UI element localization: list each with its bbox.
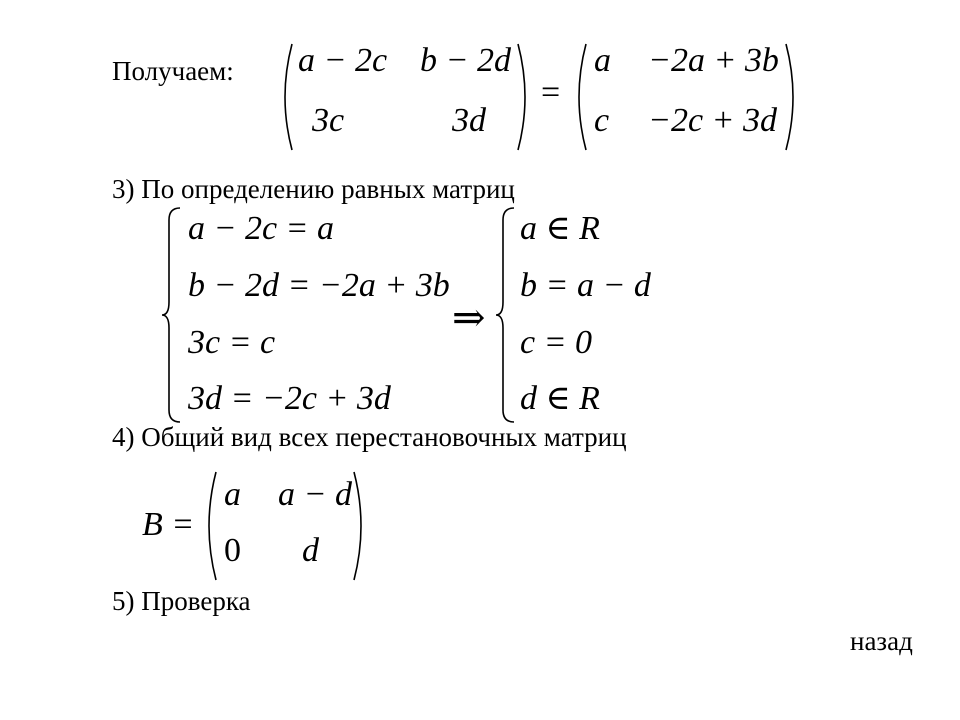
right-matrix-close-paren [782,42,802,152]
left-matrix-close-paren [514,42,534,152]
left-matrix-cell: 3d [452,102,486,139]
right-system-brace [494,206,518,424]
result-matrix-cell: d [302,532,319,569]
left-matrix-open-paren [276,42,296,152]
equals-sign: = [541,74,561,111]
left-system-brace [160,206,184,424]
result-matrix-open-paren [200,470,220,582]
right-matrix-cell: c [594,102,610,139]
right-matrix-cell: a [594,42,611,79]
step-4-heading: 4) Общий вид всех перестановочных матриц [112,422,627,452]
system-solution: c = 0 [520,324,593,361]
result-matrix-cell: 0 [224,532,241,569]
left-matrix-cell: 3c [312,102,345,139]
result-lhs: B = [142,506,195,543]
system-solution: d ∈ R [520,380,600,417]
left-matrix-cell: a − 2c [298,42,388,79]
system-equation: a − 2c = a [188,210,334,247]
result-matrix-cell: a − d [278,476,352,513]
system-solution: a ∈ R [520,210,600,247]
right-matrix-cell: −2a + 3b [648,42,779,79]
system-equation: 3d = −2c + 3d [188,380,391,417]
step-3-heading: 3) По определению равных матриц [112,174,515,204]
system-equation: b − 2d = −2a + 3b [188,267,450,304]
step-5-heading: 5) Проверка [112,586,251,616]
intro-label: Получаем: [112,56,234,86]
system-equation: 3c = c [188,324,276,361]
back-link[interactable]: назад [850,626,913,656]
left-matrix-cell: b − 2d [420,42,511,79]
right-matrix-open-paren [570,42,590,152]
result-matrix-cell: a [224,476,241,513]
result-matrix-close-paren [350,470,370,582]
system-solution: b = a − d [520,267,651,304]
implies-arrow: ⇒ [452,295,486,340]
right-matrix-cell: −2c + 3d [648,102,777,139]
